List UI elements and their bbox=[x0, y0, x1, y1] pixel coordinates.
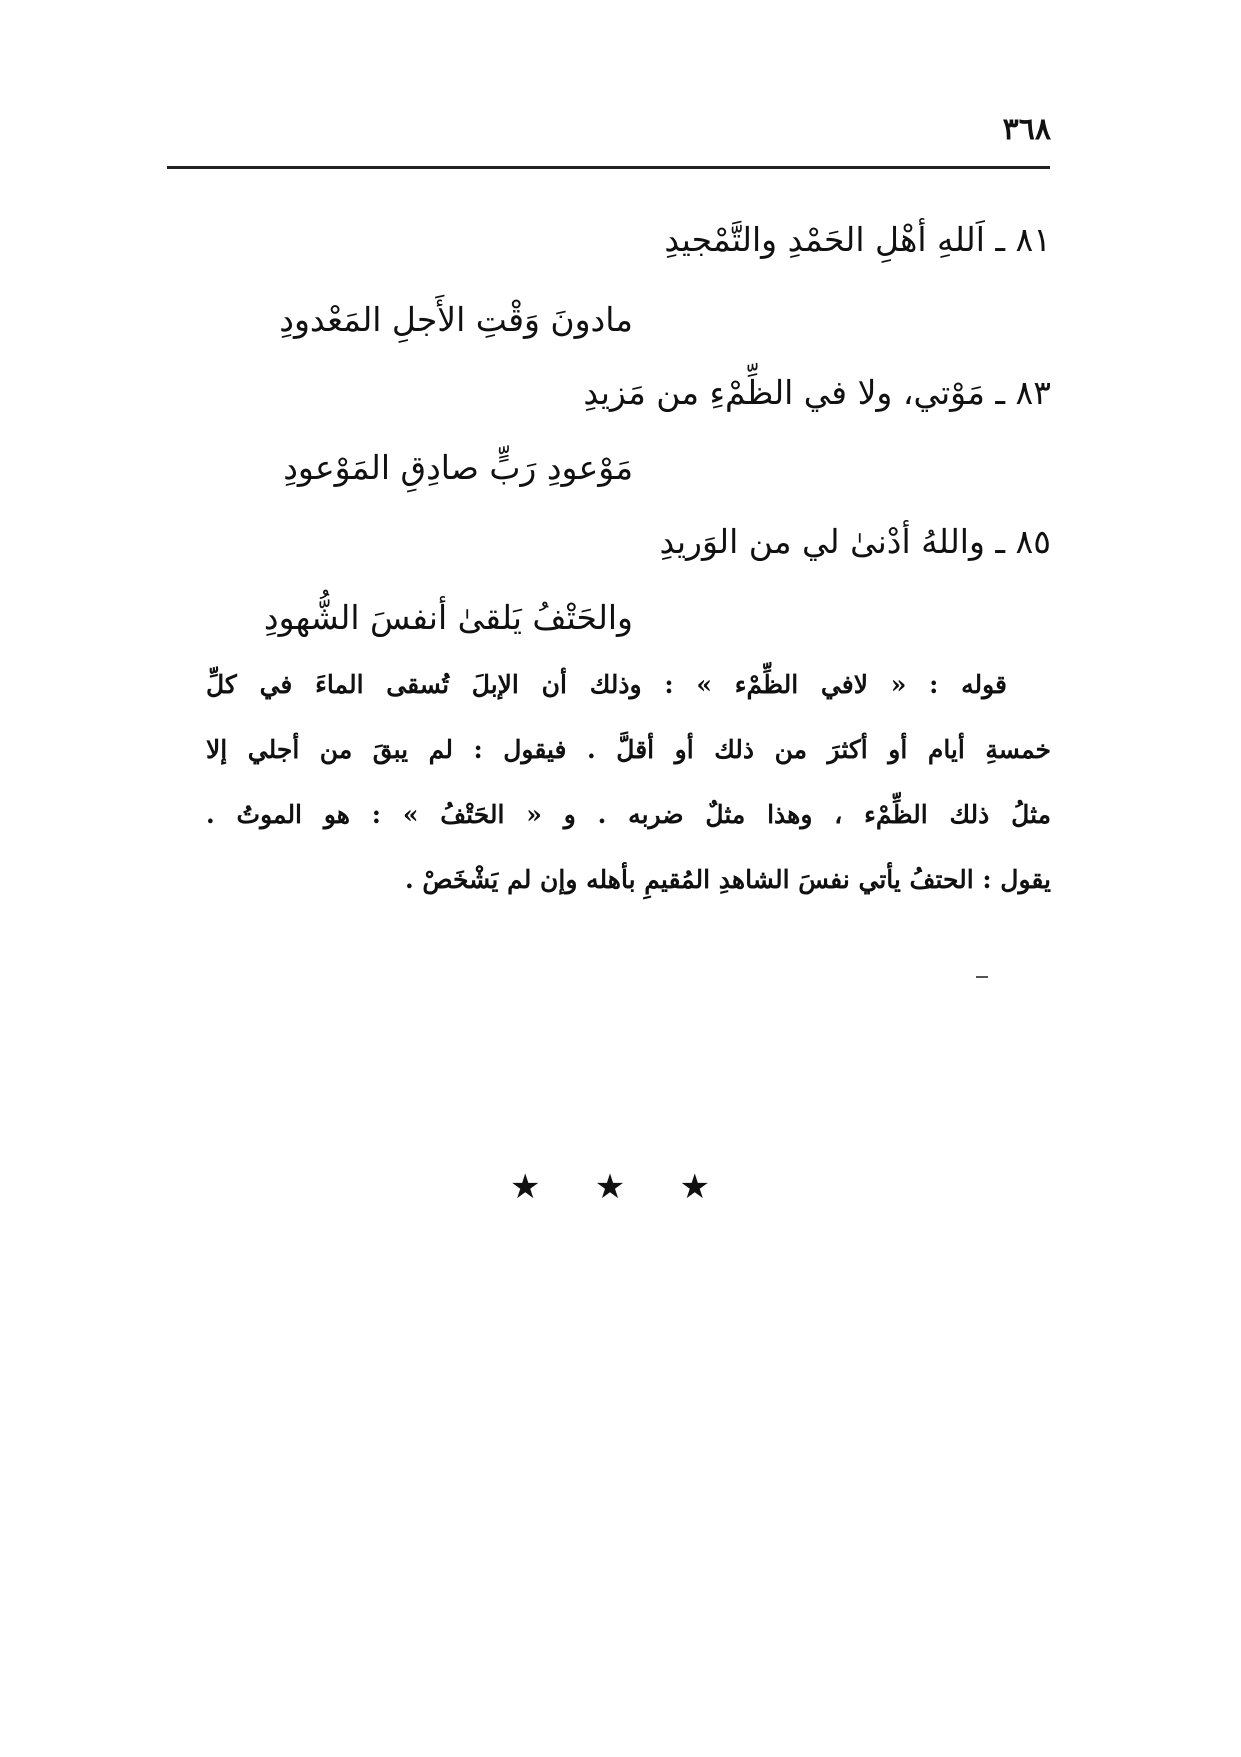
star-icon: ★ bbox=[679, 1167, 710, 1207]
commentary-line: يقول : الحتفُ يأتي نفسَ الشاهدِ المُقيمِ بأهله وإن لم يَشْخَصْ . bbox=[404, 865, 1051, 894]
page-number: ٣٦٨ bbox=[1002, 112, 1051, 147]
verse-line: ٨٣ ـ مَوْتي، ولا في الظِّمْءِ من مَزيدِ bbox=[583, 373, 1051, 412]
commentary-line: مثلُ ذلك الظِّمْء ، وهذا مثلٌ ضربه . و « الحَتْفُ » : هو الموتُ . bbox=[206, 800, 1051, 829]
verse-line: والحَتْفُ يَلقىٰ أنفسَ الشُّهودِ bbox=[263, 598, 633, 637]
verse-line: ٨١ ـ اَللهِ أهْلِ الحَمْدِ والتَّمْجيدِ bbox=[664, 220, 1051, 259]
verse-line: مادونَ وَقْتِ الأَجلِ المَعْدودِ bbox=[279, 300, 633, 339]
star-icon: ★ bbox=[594, 1167, 626, 1207]
commentary-paragraph bbox=[206, 652, 1051, 912]
star-icon: ★ bbox=[510, 1167, 541, 1207]
commentary-line: قوله : « لافي الظِّمْء » : وذلك أن الإبلَ تُسقى الماءَ في كلِّ bbox=[206, 670, 1007, 699]
section-separator bbox=[510, 1167, 710, 1207]
header-rule bbox=[167, 166, 1050, 169]
stray-mark bbox=[976, 976, 988, 978]
verse-line: مَوْعودِ رَبٍّ صادِقِ المَوْعودِ bbox=[283, 448, 633, 487]
verse-line: ٨٥ ـ واللهُ أدْنىٰ لي من الوَريدِ bbox=[659, 522, 1051, 561]
commentary-line: خمسةِ أيام أو أكثرَ من ذلك أو أقلَّ . فيقول : لم يبقَ من أجلي إلا bbox=[206, 735, 1051, 764]
